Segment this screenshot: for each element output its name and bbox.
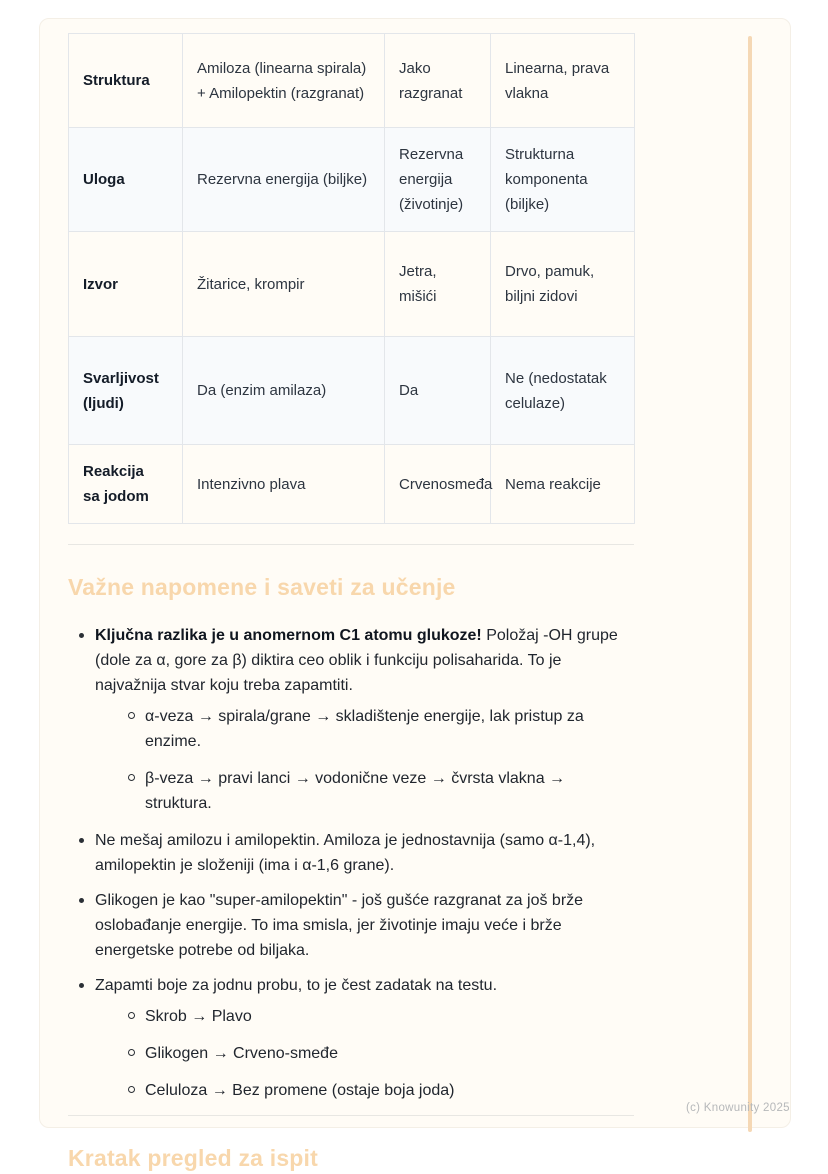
sub-list-item: β-veza → pravi lanci → vodonične veze → čvrsta vlakna → struktura. <box>95 766 634 816</box>
table-cell: Intenzivno plava <box>183 445 385 524</box>
list-item <box>68 973 634 1103</box>
row-label: Struktura <box>69 34 183 128</box>
list-item <box>68 828 634 878</box>
exam-section-heading: Kratak pregled za ispit <box>68 1145 319 1171</box>
scrollbar-thumb[interactable] <box>748 36 752 1132</box>
bullet-text: Zapamti boje za jodnu probu, to je čest zadatak na testu. <box>95 977 498 994</box>
table-cell: Žitarice, krompir <box>183 232 385 337</box>
bullet-bold-lead: Ključna razlika je u anomernom C1 atomu glukoze! <box>95 627 482 644</box>
table-cell: Rezervna energija (životinje) <box>385 128 491 232</box>
table-cell: Da <box>385 337 491 445</box>
list-item <box>68 623 634 816</box>
list-item <box>68 888 634 963</box>
sub-list <box>95 1004 634 1103</box>
row-label: Uloga <box>69 128 183 232</box>
table-cell: Jetra, mišići <box>385 232 491 337</box>
table-row <box>69 445 635 524</box>
table-cell: Crvenosmeđa <box>385 445 491 524</box>
comparison-table <box>68 33 635 524</box>
note-page-card <box>39 18 791 1171</box>
notes-section-heading: Važne napomene i saveti za učenje <box>68 574 456 600</box>
table-cell: Da (enzim amilaza) <box>183 337 385 445</box>
table-cell: Ne (nedostatak celulaze) <box>491 337 635 445</box>
table-row <box>69 128 635 232</box>
section-divider <box>68 544 634 545</box>
bullet-text: Položaj -OH grupe (dole za α, gore za β) diktira ceo oblik i funkciju polisaharida. To je najvažnija stvar koju treba zapamtiti. <box>95 627 618 694</box>
bullet-text: Ne mešaj amilozu i amilopektin. Amiloza je jednostavnija (samo α-1,4), amilopektin je složeniji (ima i α-1,6 grane). <box>95 832 596 874</box>
row-label: Svarljivost (ljudi) <box>69 337 183 445</box>
notes-list <box>68 623 634 1103</box>
section-divider <box>68 1115 634 1116</box>
table-cell: Rezervna energija (biljke) <box>183 128 385 232</box>
bullet-text: Glikogen je kao "super-amilopektin" - još gušće razgranat za još brže oslobađanje energije. To ima smisla, jer životinje imaju veće i brže energetske potrebe od biljaka. <box>95 892 584 959</box>
sub-list-item: Glikogen → Crveno-smeđe <box>95 1041 634 1066</box>
table-row <box>69 232 635 337</box>
sub-list-item: α-veza → spirala/grane → skladištenje energije, lak pristup za enzime. <box>95 704 634 754</box>
row-label: Reakcija sa jodom <box>69 445 183 524</box>
sub-list-item: Celuloza → Bez promene (ostaje boja joda) <box>95 1078 634 1103</box>
table-cell: Amiloza (linearna spirala) + Amilopektin (razgranat) <box>183 34 385 128</box>
copyright-watermark: (c) Knowunity 2025 <box>686 1102 790 1114</box>
row-label: Izvor <box>69 232 183 337</box>
table-cell: Nema reakcije <box>491 445 635 524</box>
sub-list-item: Skrob → Plavo <box>95 1004 634 1029</box>
table-row <box>69 337 635 445</box>
sub-list <box>95 704 634 816</box>
table-cell: Jako razgranat <box>385 34 491 128</box>
table-row <box>69 34 635 128</box>
table-cell: Strukturna komponenta (biljke) <box>491 128 635 232</box>
page-content <box>68 33 634 1174</box>
table-cell: Linearna, prava vlakna <box>491 34 635 128</box>
table-cell: Drvo, pamuk, biljni zidovi <box>491 232 635 337</box>
